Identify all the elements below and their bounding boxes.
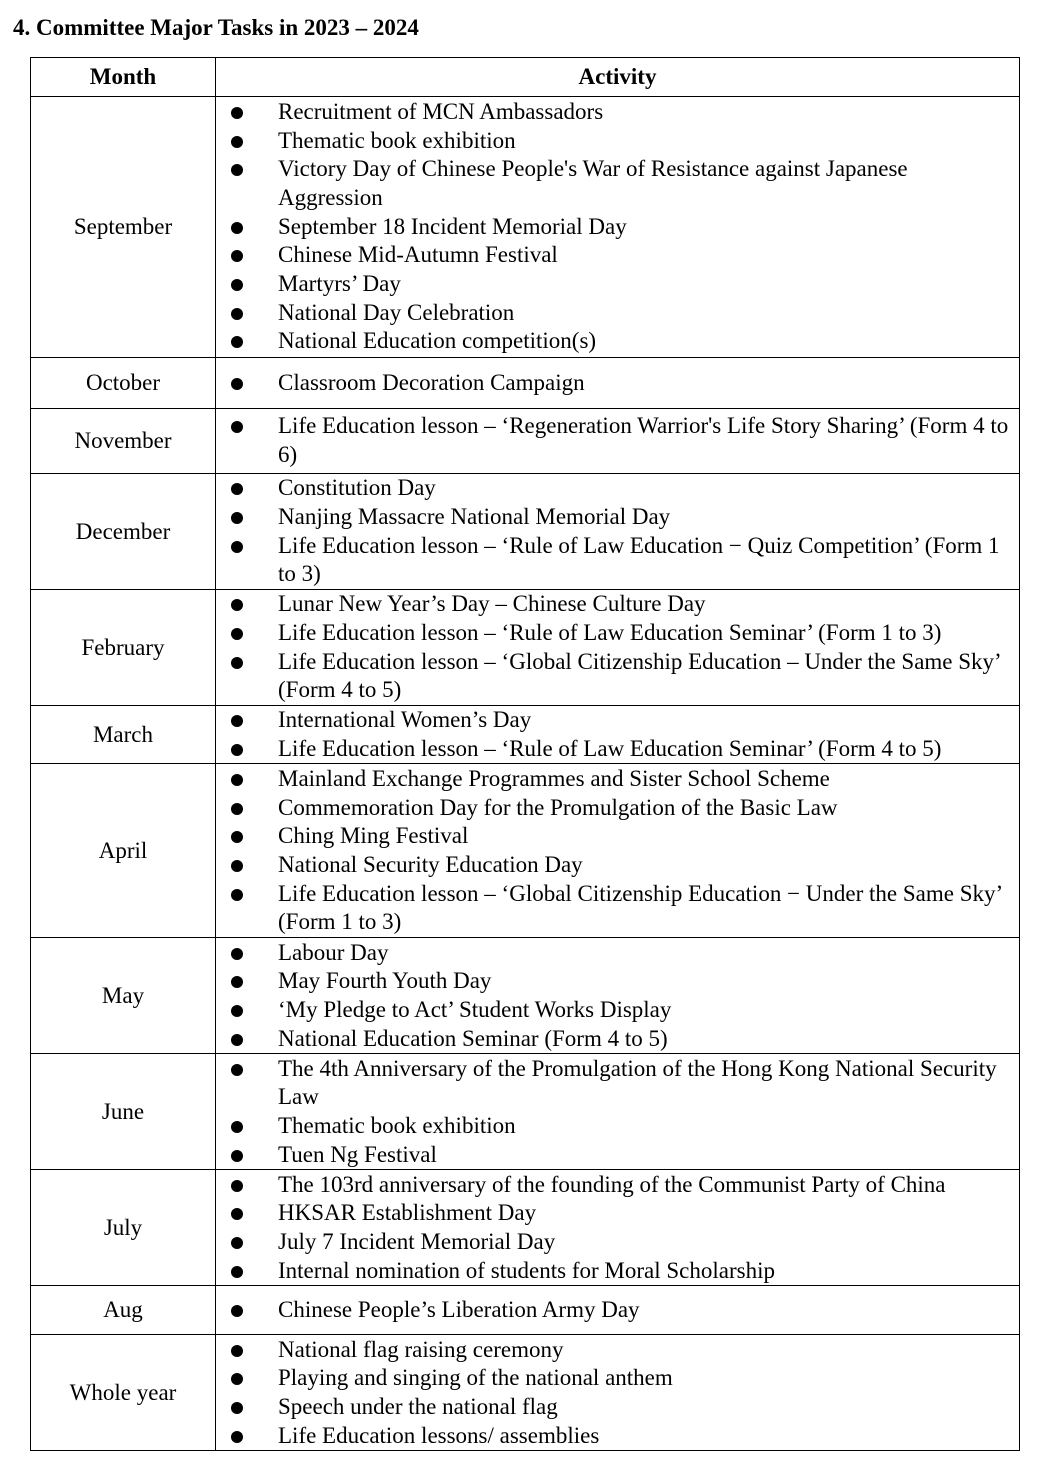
table-body <box>31 97 1020 1451</box>
activity-text: HKSAR Establishment Day <box>278 1200 537 1226</box>
table-row <box>31 590 1020 706</box>
activity-item <box>216 532 1019 589</box>
month-cell: March <box>31 706 216 764</box>
activity-text: May Fourth Youth Day <box>278 968 492 994</box>
month-cell: December <box>31 474 216 590</box>
bullet-icon <box>231 512 243 524</box>
month-cell: July <box>31 1170 216 1286</box>
activity-item <box>216 822 1019 851</box>
bullet-icon <box>231 164 243 176</box>
table-row <box>31 358 1020 409</box>
activity-item <box>216 996 1019 1025</box>
bullet-icon <box>231 1237 243 1249</box>
activity-text: Chinese People’s Liberation Army Day <box>278 1297 640 1323</box>
table-row <box>31 474 1020 590</box>
bullet-icon <box>231 889 243 901</box>
bullet-icon <box>231 1064 243 1076</box>
bullet-icon <box>231 599 243 611</box>
bullet-icon <box>231 1266 243 1278</box>
activity-item <box>216 590 1019 619</box>
bullet-icon <box>231 1373 243 1385</box>
bullet-icon <box>231 336 243 348</box>
activity-text: Martyrs’ Day <box>278 271 401 297</box>
bullet-icon <box>231 976 243 988</box>
activity-text: Recruitment of MCN Ambassadors <box>278 98 604 124</box>
activity-cell <box>216 938 1020 1054</box>
activity-text: Life Education lesson – ‘Global Citizenship Education − Under the Same Sky’ (Form 1 to 3) <box>278 880 1002 935</box>
activity-item <box>216 967 1019 996</box>
activity-cell <box>216 1054 1020 1170</box>
bullet-icon <box>231 628 243 640</box>
month-cell: October <box>31 358 216 409</box>
activity-item <box>216 851 1019 880</box>
activity-text: National Day Celebration <box>278 299 515 325</box>
activity-item <box>216 270 1019 299</box>
activity-text: National Security Education Day <box>278 851 583 877</box>
table-row <box>31 1335 1020 1451</box>
bullet-icon <box>231 279 243 291</box>
activity-text: Speech under the national flag <box>278 1393 558 1419</box>
activity-text: Nanjing Massacre National Memorial Day <box>278 503 671 529</box>
activity-text: Life Education lesson – ‘Regeneration Warrior's Life Story Sharing’ (Form 4 to 6) <box>278 413 1009 467</box>
bullet-icon <box>231 308 243 320</box>
activity-cell <box>216 97 1020 358</box>
bullet-icon <box>231 715 243 727</box>
bullet-icon <box>231 1402 243 1414</box>
activity-item <box>216 369 1019 398</box>
activity-text: National flag raising ceremony <box>278 1336 564 1362</box>
activity-text: Chinese Mid-Autumn Festival <box>278 242 558 268</box>
bullet-icon <box>231 222 243 234</box>
activity-text: Constitution Day <box>278 475 436 501</box>
activity-text: Classroom Decoration Campaign <box>278 369 585 395</box>
bullet-icon <box>231 107 243 119</box>
bullet-icon <box>231 1150 243 1162</box>
activity-item <box>216 939 1019 968</box>
activity-text: Life Education lesson – ‘Rule of Law Education Seminar’ (Form 4 to 5) <box>278 735 942 761</box>
month-cell: September <box>31 97 216 358</box>
activity-item <box>216 213 1019 242</box>
table-header-row <box>31 58 1020 97</box>
bullet-icon <box>231 541 243 553</box>
bullet-icon <box>231 483 243 495</box>
activity-item <box>216 127 1019 156</box>
activity-cell <box>216 409 1020 474</box>
activity-text: The 4th Anniversary of the Promulgation of the Hong Kong National Security Law <box>278 1055 997 1110</box>
activity-item <box>216 503 1019 532</box>
activity-text: Life Education lesson – ‘Rule of Law Education Seminar’ (Form 1 to 3) <box>278 619 942 645</box>
month-cell: Aug <box>31 1286 216 1335</box>
activity-item <box>216 241 1019 270</box>
bullet-icon <box>231 1180 243 1192</box>
activity-item <box>216 474 1019 503</box>
activity-item <box>216 1141 1019 1170</box>
activity-item <box>216 1112 1019 1141</box>
table-row <box>31 938 1020 1054</box>
activity-column-header: Activity <box>216 58 1020 97</box>
activity-text: Ching Ming Festival <box>278 823 469 849</box>
table-row <box>31 764 1020 938</box>
table-row <box>31 409 1020 474</box>
activity-item <box>216 412 1019 469</box>
activity-cell <box>216 764 1020 938</box>
bullet-icon <box>231 1034 243 1046</box>
activity-item <box>216 1336 1019 1365</box>
activity-text: Victory Day of Chinese People's War of Resistance against Japanese Aggression <box>278 156 908 210</box>
bullet-icon <box>231 136 243 148</box>
month-cell: June <box>31 1054 216 1170</box>
major-tasks-table <box>30 57 1020 1451</box>
bullet-icon <box>231 421 243 433</box>
activity-item <box>216 1199 1019 1228</box>
activity-text: Thematic book exhibition <box>278 1112 516 1138</box>
bullet-icon <box>231 250 243 262</box>
bullet-icon <box>231 1121 243 1133</box>
activity-item <box>216 619 1019 648</box>
activity-item <box>216 880 1019 937</box>
activity-text: Lunar New Year’s Day – Chinese Culture Day <box>278 591 706 617</box>
activity-list <box>216 590 1019 705</box>
activity-list <box>216 706 1019 763</box>
activity-cell <box>216 1170 1020 1286</box>
activity-text: Playing and singing of the national anthem <box>278 1365 673 1391</box>
activity-item <box>216 299 1019 328</box>
activity-cell <box>216 474 1020 590</box>
activity-item <box>216 98 1019 127</box>
activity-item <box>216 155 1019 212</box>
activity-item <box>216 706 1019 735</box>
month-cell: May <box>31 938 216 1054</box>
activity-text: The 103rd anniversary of the founding of the Communist Party of China <box>278 1171 946 1197</box>
activity-text: Labour Day <box>278 939 389 965</box>
bullet-icon <box>231 948 243 960</box>
activity-item <box>216 1055 1019 1112</box>
activity-text: September 18 Incident Memorial Day <box>278 213 627 239</box>
activity-list <box>216 939 1019 1054</box>
activity-cell <box>216 590 1020 706</box>
bullet-icon <box>231 1345 243 1357</box>
page-heading: 4. Committee Major Tasks in 2023 – 2024 <box>13 15 419 40</box>
activity-item <box>216 327 1019 356</box>
table-row <box>31 706 1020 764</box>
bullet-icon <box>231 1431 243 1443</box>
activity-item <box>216 1422 1019 1451</box>
activity-text: National Education competition(s) <box>278 328 597 354</box>
activity-list <box>216 1296 1019 1325</box>
month-column-header: Month <box>31 58 216 97</box>
activity-item <box>216 735 1019 764</box>
activity-text: Life Education lesson – ‘Rule of Law Education − Quiz Competition’ (Form 1 to 3) <box>278 532 1000 587</box>
activity-text: National Education Seminar (Form 4 to 5) <box>278 1025 668 1051</box>
activity-item <box>216 1171 1019 1200</box>
activity-text: Tuen Ng Festival <box>278 1141 437 1167</box>
activity-cell <box>216 706 1020 764</box>
activity-list <box>216 1171 1019 1286</box>
bullet-icon <box>231 378 243 390</box>
activity-text: Thematic book exhibition <box>278 127 516 153</box>
activity-item <box>216 794 1019 823</box>
activity-item <box>216 1364 1019 1393</box>
activity-text: ‘My Pledge to Act’ Student Works Display <box>278 996 672 1022</box>
bullet-icon <box>231 831 243 843</box>
table-row <box>31 97 1020 358</box>
bullet-icon <box>231 860 243 872</box>
bullet-icon <box>231 803 243 815</box>
activity-cell <box>216 358 1020 409</box>
activity-text: Life Education lessons/ assemblies <box>278 1422 600 1448</box>
activity-item <box>216 1228 1019 1257</box>
activity-cell <box>216 1286 1020 1335</box>
bullet-icon <box>231 1208 243 1220</box>
activity-list <box>216 765 1019 937</box>
activity-list <box>216 1336 1019 1451</box>
month-cell: November <box>31 409 216 474</box>
bullet-icon <box>231 744 243 756</box>
bullet-icon <box>231 774 243 786</box>
bullet-icon <box>231 1305 243 1317</box>
month-cell: April <box>31 764 216 938</box>
activity-cell <box>216 1335 1020 1451</box>
month-cell: Whole year <box>31 1335 216 1451</box>
activity-text: International Women’s Day <box>278 707 532 732</box>
table-row <box>31 1286 1020 1335</box>
activity-item <box>216 1296 1019 1325</box>
activity-text: July 7 Incident Memorial Day <box>278 1228 556 1254</box>
activity-list <box>216 98 1019 356</box>
activity-item <box>216 1393 1019 1422</box>
table-row <box>31 1170 1020 1286</box>
activity-list <box>216 1055 1019 1170</box>
activity-list <box>216 369 1019 398</box>
activity-item <box>216 1025 1019 1054</box>
bullet-icon <box>231 1005 243 1017</box>
activity-text: Internal nomination of students for Moral Scholarship <box>278 1257 775 1283</box>
activity-text: Commemoration Day for the Promulgation of the Basic Law <box>278 794 838 820</box>
activity-text: Life Education lesson – ‘Global Citizenship Education – Under the Same Sky’ (Form 4 to 5) <box>278 648 1000 703</box>
activity-item <box>216 1257 1019 1286</box>
activity-item <box>216 765 1019 794</box>
table-row <box>31 1054 1020 1170</box>
activity-text: Mainland Exchange Programmes and Sister School Scheme <box>278 765 830 791</box>
activity-list <box>216 474 1019 589</box>
activity-list <box>216 412 1019 469</box>
bullet-icon <box>231 657 243 669</box>
month-cell: February <box>31 590 216 706</box>
activity-item <box>216 648 1019 705</box>
